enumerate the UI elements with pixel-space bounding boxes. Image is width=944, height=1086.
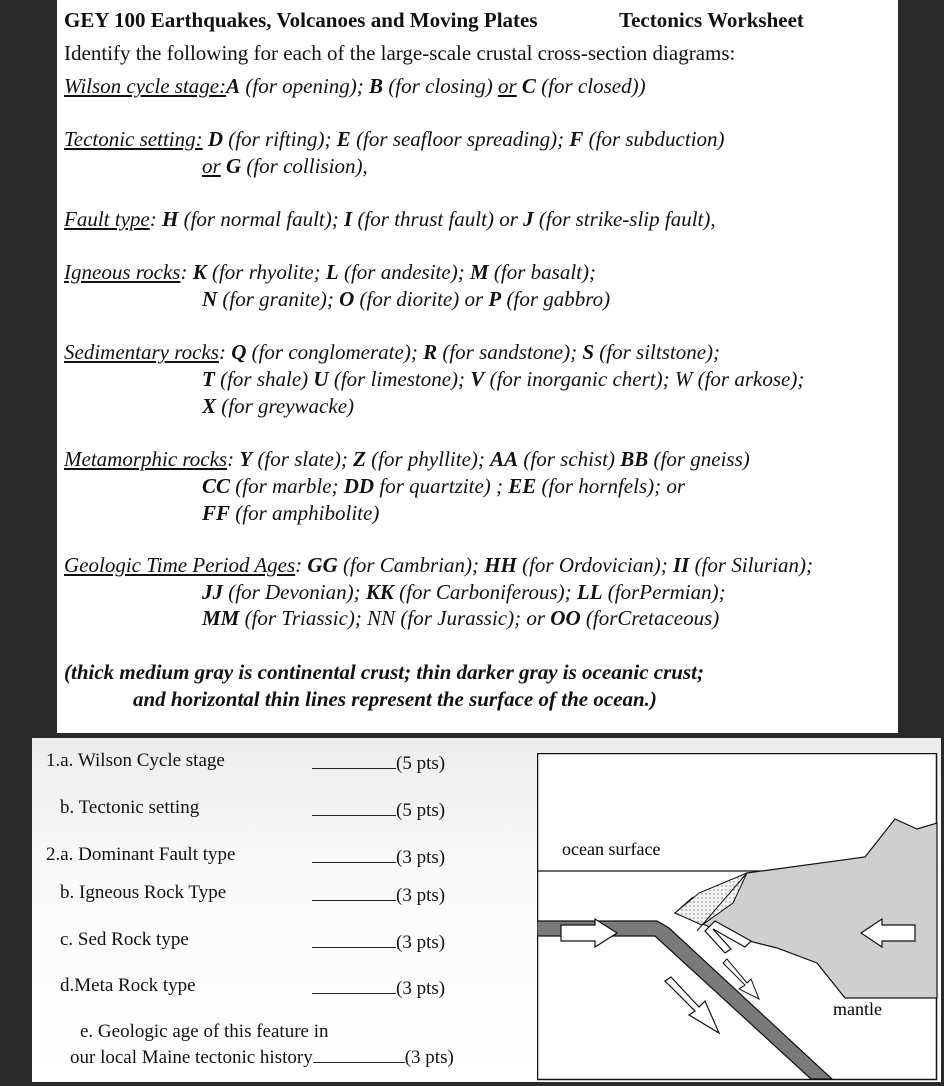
igneous-category-label: Igneous rocks [64,260,181,284]
fault-line-1 [64,207,716,232]
metamorphic-line-3 [202,501,379,526]
mantle-label: mantle [833,999,882,1019]
igneous-description: (for basalt); [488,260,596,284]
igneous-label-separator: : [180,260,193,284]
question-1b: b. Tectonic setting [60,797,200,818]
age-label-separator: : [295,553,308,577]
metamorphic-line-1 [64,447,750,472]
fault-description: (for normal fault); [178,207,344,231]
sedimentary-description: (for inorganic chert); W (for arkose); [484,367,805,391]
igneous-code: L [325,260,339,284]
fault-code: H [161,207,179,231]
metamorphic-description: (for slate); [252,447,354,471]
igneous-code: P [488,287,502,311]
metamorphic-description: (for amphibolite) [230,501,380,525]
metamorphic-code: BB [620,447,649,471]
question-1a: 1.a. Wilson Cycle stage [46,750,225,771]
tectonic-line-1 [64,127,725,152]
metamorphic-description: (for marble; [230,474,344,498]
igneous-description: (for andesite); [338,260,470,284]
igneous-line-2 [202,287,610,312]
points-2b: (3 pts) [396,885,446,906]
age-category-label: Geologic Time Period Ages [64,553,296,577]
answer-blank-1b[interactable] [312,797,445,822]
answer-blank-2b[interactable] [312,882,445,907]
sedimentary-code: S [582,340,595,364]
fault-label-separator: : [149,207,162,231]
wilson-description: (for closed)) [535,74,646,98]
metamorphic-description: (for hornfels); or [536,474,686,498]
metamorphic-code: EE [508,474,537,498]
tectonic-line-2 [202,154,368,179]
tectonic-code: G [220,154,242,178]
igneous-code: N [202,287,218,311]
age-code: JJ [202,580,223,604]
metamorphic-code: Z [353,447,366,471]
sedimentary-code: Q [231,340,247,364]
question-2c: c. Sed Rock type [60,929,189,950]
wilson-line-1 [64,74,646,99]
sedimentary-label-separator: : [218,340,232,364]
points-1b: (5 pts) [396,800,446,821]
wilson-description: (for closing) [383,74,498,98]
question-2a: 2.a. Dominant Fault type [46,844,236,865]
igneous-code: M [469,260,489,284]
sedimentary-description: (for sandstone); [437,340,583,364]
igneous-code: K [192,260,207,284]
sedimentary-description: (for shale) [214,367,314,391]
igneous-code: O [339,287,355,311]
course-title: GEY 100 Earthquakes, Volcanoes and Moving Plates [64,8,538,32]
worksheet-title: Tectonics Worksheet [619,8,804,32]
sedimentary-description: (for conglomerate); [246,340,424,364]
age-line-1 [64,553,813,578]
metamorphic-description: (for schist) [518,447,621,471]
wilson-code: A [226,74,241,98]
sedimentary-description: (for siltstone); [594,340,721,364]
sedimentary-line-2 [202,367,804,392]
sedimentary-line-3 [202,394,354,419]
points-2d: (3 pts) [396,978,446,999]
age-description: (for Carboniferous); [393,580,577,604]
sedimentary-code: T [202,367,215,391]
fault-description: (for strike-slip fault), [533,207,716,231]
tectonic-code: E [336,127,351,151]
age-line-2 [202,580,726,605]
sedimentary-code: U [313,367,329,391]
age-code: MM [202,606,240,630]
points-2c: (3 pts) [396,932,446,953]
answer-blank-1a[interactable] [312,750,445,775]
tectonic-code: D [207,127,224,151]
metamorphic-code: FF [202,501,231,525]
tectonic-category-label: Tectonic setting: [64,127,203,151]
points-2e: (3 pts) [404,1047,454,1068]
age-code: OO [550,606,581,630]
metamorphic-description: for quartzite) ; [374,474,509,498]
age-description: (for Silurian); [689,553,813,577]
metamorphic-description: (for gneiss) [648,447,750,471]
fault-description: (for thrust fault) or [352,207,524,231]
igneous-description: (for granite); [217,287,340,311]
question-2e-label-2: our local Maine tectonic history [70,1047,313,1068]
igneous-description: (for gabbro) [501,287,611,311]
wilson-description: (for opening); [240,74,370,98]
age-description: (for Cambrian); [337,553,485,577]
note-line-1: (thick medium gray is continental crust; thin darker gray is oceanic crust; [64,660,704,684]
sedimentary-code: X [202,394,217,418]
wilson-code: B [369,74,384,98]
sedimentary-code: V [470,367,485,391]
answer-blank-2d[interactable] [312,975,445,1000]
points-2a: (3 pts) [396,847,446,868]
age-code: II [672,553,690,577]
tectonic-description: (for subduction) [583,127,725,151]
sedimentary-line-1 [64,340,720,365]
answer-blank-2c[interactable] [312,929,445,954]
metamorphic-code: DD [343,474,375,498]
note-line-2: and horizontal thin lines represent the surface of the ocean.) [133,687,657,711]
question-2e-line-2 [70,1046,454,1069]
age-description: (for Ordovician); [516,553,673,577]
age-description: (for Triassic); NN (for Jurassic); or [239,606,551,630]
age-code: LL [576,580,603,604]
age-code: GG [307,553,338,577]
ocean-surface-label: ocean surface [562,839,661,859]
points-1a: (5 pts) [396,753,446,774]
age-code: HH [484,553,517,577]
age-description: (forCretaceous) [580,606,720,630]
fault-category-label: Fault type [64,207,150,231]
subduction-cross-section-diagram [537,753,938,1081]
metamorphic-label-separator: : [227,447,240,471]
age-code: KK [365,580,394,604]
metamorphic-line-2 [202,474,685,499]
wilson-or-connector: or [497,74,517,98]
age-description: (forPermian); [602,580,726,604]
question-2b: b. Igneous Rock Type [60,882,227,903]
sedimentary-description: (for greywacke) [216,394,355,418]
instruction-text: Identify the following for each of the large-scale crustal cross-section diagrams: [64,41,736,65]
wilson-category-label: Wilson cycle stage: [64,74,227,98]
question-2d: d.Meta Rock type [60,975,196,996]
sedimentary-code: R [423,340,438,364]
sedimentary-category-label: Sedimentary rocks [64,340,219,364]
fault-code: J [523,207,534,231]
igneous-description: (for diorite) or [354,287,489,311]
metamorphic-code: CC [202,474,231,498]
tectonic-or-connector: or [202,154,221,178]
answer-blank-2e[interactable] [313,1046,405,1063]
age-line-3 [202,606,719,631]
metamorphic-category-label: Metamorphic rocks [64,447,228,471]
metamorphic-description: (for phyllite); [365,447,491,471]
wilson-code: C [516,74,536,98]
answer-blank-2a[interactable] [312,844,445,869]
age-description: (for Devonian); [223,580,366,604]
tectonic-code: F [569,127,584,151]
question-2e-line-1: e. Geologic age of this feature in [80,1021,329,1042]
tectonic-description: (for collision), [241,154,368,178]
metamorphic-code: AA [490,447,519,471]
tectonic-description: (for seafloor spreading); [350,127,570,151]
sedimentary-description: (for limestone); [328,367,471,391]
fault-code: I [344,207,353,231]
tectonic-description: (for rifting); [223,127,337,151]
metamorphic-code: Y [239,447,253,471]
igneous-description: (for rhyolite; [206,260,326,284]
igneous-line-1 [64,260,596,285]
